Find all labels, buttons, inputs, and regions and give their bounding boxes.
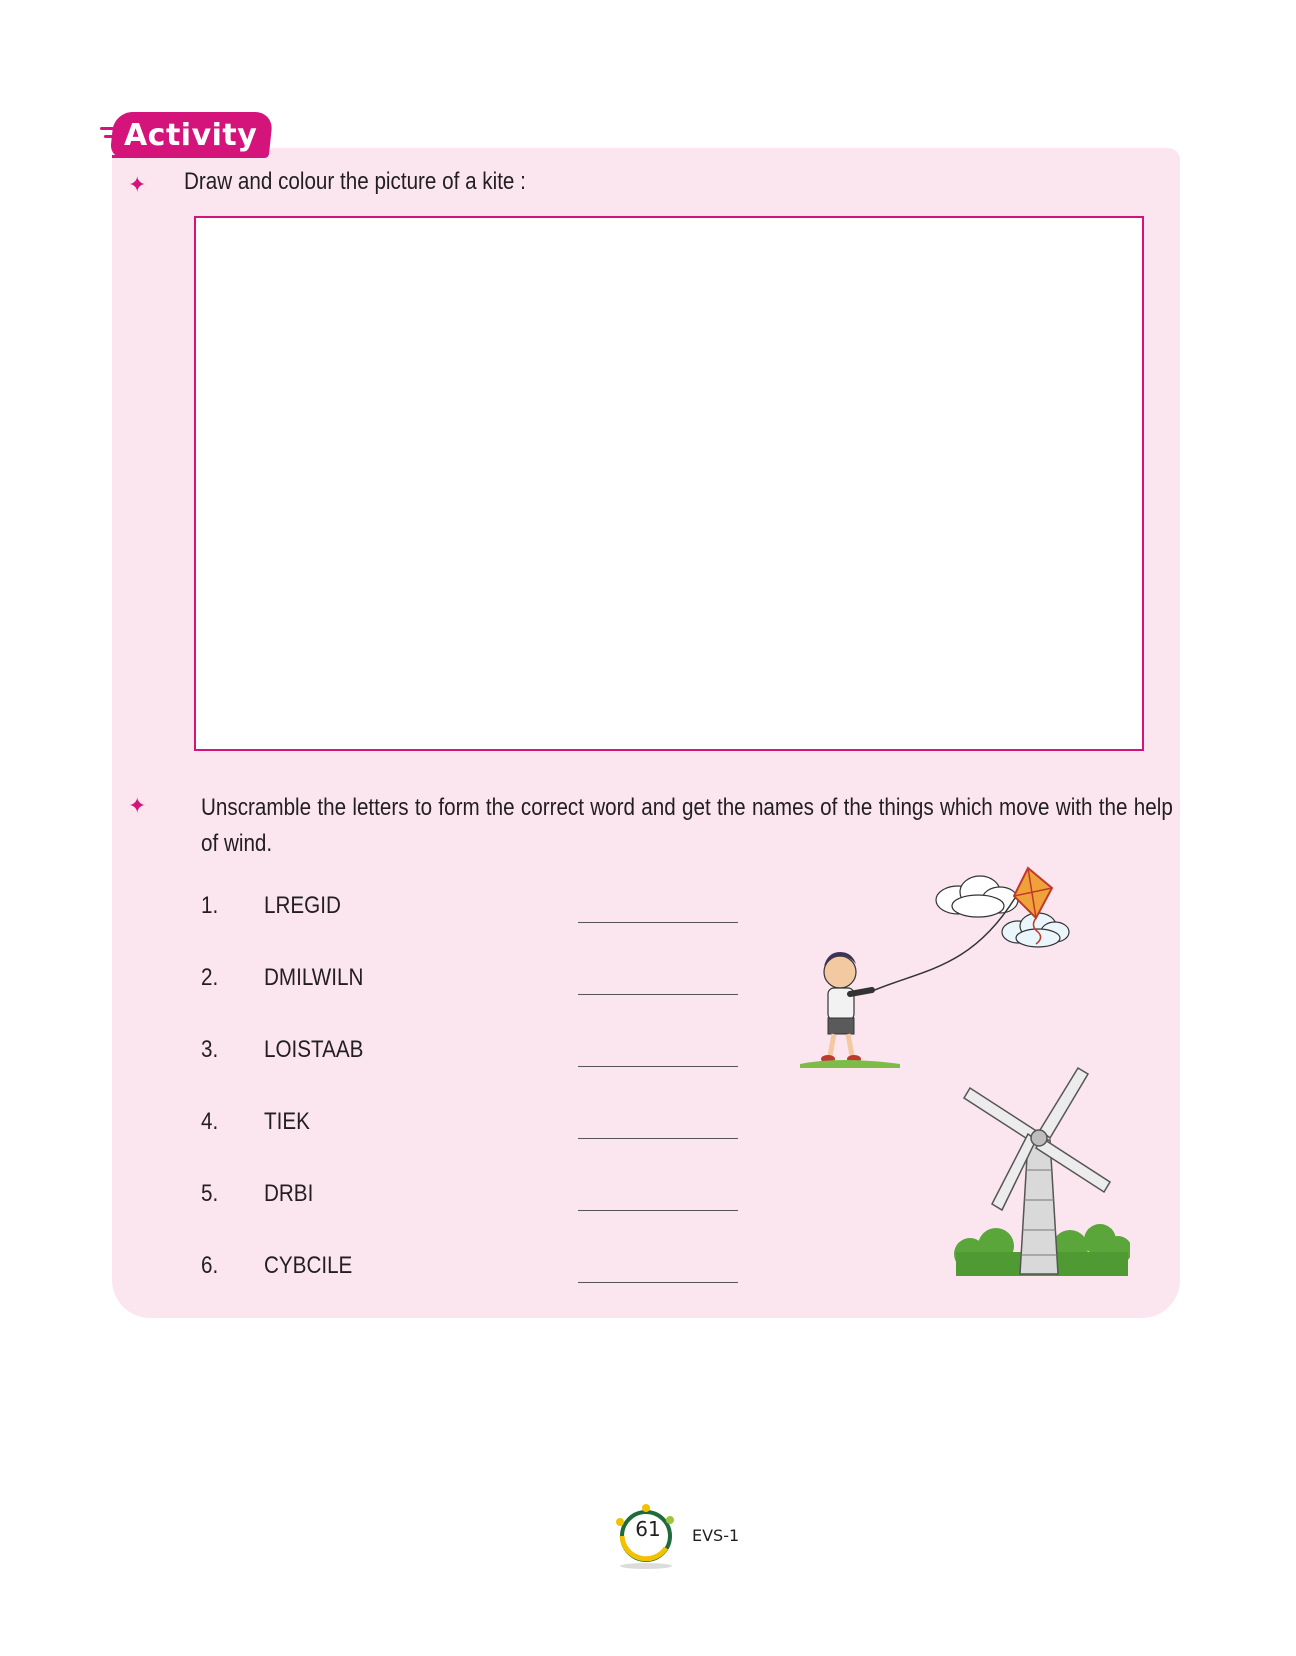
grass-patch [800, 1060, 900, 1068]
item-number: 2. [201, 964, 219, 991]
list-item [0, 1180, 800, 1220]
item-number: 6. [201, 1252, 219, 1279]
star-bullet-icon: ✦ [128, 172, 147, 197]
answer-line[interactable] [578, 1210, 738, 1211]
book-code: EVS-1 [692, 1526, 740, 1545]
answer-line[interactable] [578, 994, 738, 995]
scrambled-word: LOISTAAB [264, 1036, 364, 1063]
list-item [0, 1252, 800, 1292]
scrambled-word: DMILWILN [264, 964, 364, 991]
scrambled-word: CYBCILE [264, 1252, 353, 1279]
activity-heading-label: Activity [124, 117, 258, 153]
task1-instruction: Draw and colour the picture of a kite : [184, 168, 526, 195]
answer-line[interactable] [578, 1282, 738, 1283]
star-bullet-icon: ✦ [128, 793, 147, 818]
list-item [0, 1036, 800, 1076]
answer-line[interactable] [578, 1066, 738, 1067]
item-number: 4. [201, 1108, 219, 1135]
activity-heading [110, 112, 274, 158]
scrambled-word: TIEK [264, 1108, 310, 1135]
list-item [0, 892, 800, 932]
page-number: 61 [635, 1517, 661, 1541]
task2-instruction: Unscramble the letters to form the correct word and get the names of the things which move with the help of wind. [201, 794, 1173, 857]
item-number: 5. [201, 1180, 219, 1207]
item-number: 1. [201, 892, 219, 919]
boy-figure [821, 952, 872, 1063]
drawing-area[interactable] [194, 216, 1144, 751]
answer-line[interactable] [578, 922, 738, 923]
list-item [0, 964, 800, 1004]
boy-flying-kite-illustration [800, 860, 1070, 1080]
item-number: 3. [201, 1036, 219, 1063]
scrambled-word: LREGID [264, 892, 341, 919]
windmill-illustration [950, 1060, 1130, 1290]
answer-line[interactable] [578, 1138, 738, 1139]
list-item [0, 1108, 800, 1148]
scrambled-word: DRBI [264, 1180, 314, 1207]
